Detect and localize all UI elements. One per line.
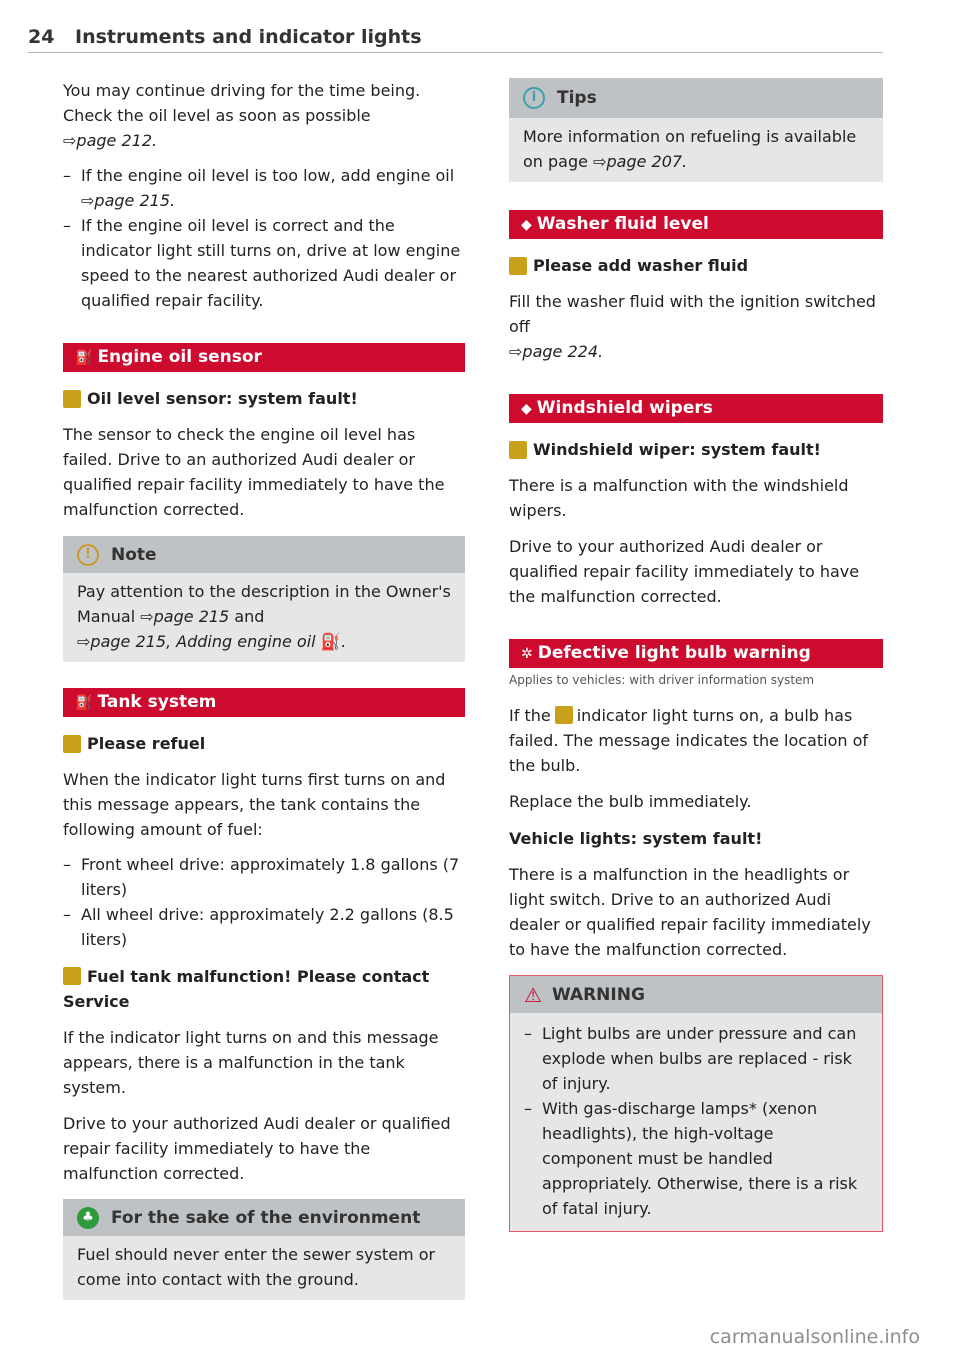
tank-fault-text-2: Drive to your authorized Audi dealer or qualified repair facility immediately to have the malfunction corrected. <box>63 1114 451 1183</box>
tips-body <box>509 118 883 182</box>
vehicle-lights-subheading: Vehicle lights: system fault! <box>509 829 763 848</box>
oil-sensor-subheading: Oil level sensor: system fault! <box>63 386 465 411</box>
list-item: – If the engine oil level is too low, add engine oil ⇨page 215. <box>63 163 465 213</box>
fuel-indicator-icon <box>63 735 81 753</box>
page-ref-link[interactable]: ⇨page 212. <box>63 131 158 150</box>
note-header: ! Note <box>63 536 465 573</box>
washer-fluid-heading: ◆ Washer fluid level <box>509 210 883 239</box>
tips-text: More information on refueling is available on page ⇨page 207. <box>523 127 857 171</box>
list-item: – With gas-discharge lamps* (xenon headlights), the high-voltage component must be handled appropriately. Otherwise, there is a risk of fatal injury. <box>524 1096 868 1221</box>
watermark: carmanualsonline.info <box>709 1326 920 1348</box>
wiper-icon: ◆ <box>521 401 532 417</box>
tips-box <box>509 78 883 182</box>
applies-to-note: Applies to vehicles: with driver information system <box>509 673 815 687</box>
engine-oil-sensor-heading: ⛽ Engine oil sensor <box>63 343 465 372</box>
fuel-amount-list <box>63 852 465 952</box>
warning-header: ⚠ WARNING <box>510 976 882 1013</box>
windshield-wipers-heading: ◆ Windshield wipers <box>509 394 883 423</box>
page-number: 24 <box>28 26 55 48</box>
washer-subheading: Please add washer fluid <box>509 253 883 278</box>
environment-body <box>63 1236 465 1300</box>
oil-sensor-text: The sensor to check the engine oil level has failed. Drive to an authorized Audi dealer or qualified repair facility immediately to have the malfunction corrected. <box>63 425 445 519</box>
note-icon: ! <box>77 544 99 566</box>
oil-sensor-indicator-icon <box>63 390 81 408</box>
wiper-subheading: Windshield wiper: system fault! <box>509 437 883 462</box>
fuel-indicator-icon <box>63 967 81 985</box>
bulb-text: If the indicator light turns on, a bulb has failed. The message indicates the location of the bulb. <box>509 706 868 775</box>
left-column <box>63 78 465 1300</box>
refuel-text: When the indicator light turns first turns on and this message appears, the tank contains the following amount of fuel: <box>63 770 446 839</box>
wiper-text-2: Drive to your authorized Audi dealer or qualified repair facility immediately to have the malfunction corrected. <box>509 537 860 606</box>
warning-box <box>509 975 883 1232</box>
environment-icon: ♣ <box>77 1207 99 1229</box>
oil-bullet-list <box>63 163 465 313</box>
bulb-icon: ✲ <box>521 646 533 662</box>
refuel-subheading: Please refuel <box>63 731 465 756</box>
wiper-text: There is a malfunction with the windshield wipers. <box>509 476 849 520</box>
note-text: Pay attention to the description in the Owner's Manual ⇨page 215 and ⇨page 215, Adding engine oil ⛽. <box>77 582 451 651</box>
list-item: – All wheel drive: approximately 2.2 gallons (8.5 liters) <box>63 902 465 952</box>
fuel-pump-icon: ⛽ <box>75 695 93 711</box>
washer-icon: ◆ <box>521 217 532 233</box>
tips-header: i Tips <box>509 78 883 118</box>
tank-system-heading: ⛽ Tank system <box>63 688 465 717</box>
tank-fault-text: If the indicator light turns on and this message appears, there is a malfunction in the tank system. <box>63 1028 439 1097</box>
page-ref-link[interactable]: ⇨page 224. <box>509 342 604 361</box>
list-item: – If the engine oil level is correct and the indicator light still turns on, drive at low engine speed to the nearest authorized Audi dealer or qualified repair facility. <box>63 213 465 313</box>
oil-can-icon: ⛽ <box>75 350 93 366</box>
warning-triangle-icon: ⚠ <box>524 982 542 1007</box>
intro-paragraph: You may continue driving for the time being. Check the oil level as soon as possible ⇨page 212. <box>63 81 421 150</box>
section-title: Instruments and indicator lights <box>75 26 422 48</box>
vehicle-lights-text: There is a malfunction in the headlights or light switch. Drive to an authorized Audi dealer or qualified repair facility immediately to have the malfunction corrected. <box>509 865 871 959</box>
page-ref-link[interactable]: ⇨page 215 <box>140 607 230 626</box>
bulb-indicator-icon <box>555 706 573 724</box>
oil-can-icon: ⛽ <box>320 632 341 651</box>
washer-indicator-icon <box>509 257 527 275</box>
list-item: – Light bulbs are under pressure and can explode when bulbs are replaced - risk of injury. <box>524 1021 868 1096</box>
warning-list <box>524 1021 868 1221</box>
warning-body <box>510 1013 882 1231</box>
note-box <box>63 536 465 662</box>
page-ref-link[interactable]: ⇨page 207. <box>593 152 688 171</box>
environment-header: ♣ For the sake of the environment <box>63 1199 465 1236</box>
environment-box <box>63 1199 465 1300</box>
page-ref-link[interactable]: ⇨page 215. <box>81 191 176 210</box>
washer-text: Fill the washer fluid with the ignition switched off ⇨page 224. <box>509 292 876 361</box>
page-ref-link[interactable]: ⇨page 215, Adding engine oil <box>77 632 316 651</box>
bulb-warning-heading: ✲ Defective light bulb warning <box>509 639 883 668</box>
page-header <box>28 24 883 53</box>
info-icon: i <box>523 87 545 109</box>
list-item: – Front wheel drive: approximately 1.8 gallons (7 liters) <box>63 852 465 902</box>
note-body <box>63 573 465 662</box>
wiper-indicator-icon <box>509 441 527 459</box>
bulb-replace-text: Replace the bulb immediately. <box>509 792 752 811</box>
environment-text: Fuel should never enter the sewer system or come into contact with the ground. <box>77 1245 436 1289</box>
tank-fault-subheading: Fuel tank malfunction! Please contact Service <box>63 967 430 1011</box>
right-column <box>509 78 883 1232</box>
